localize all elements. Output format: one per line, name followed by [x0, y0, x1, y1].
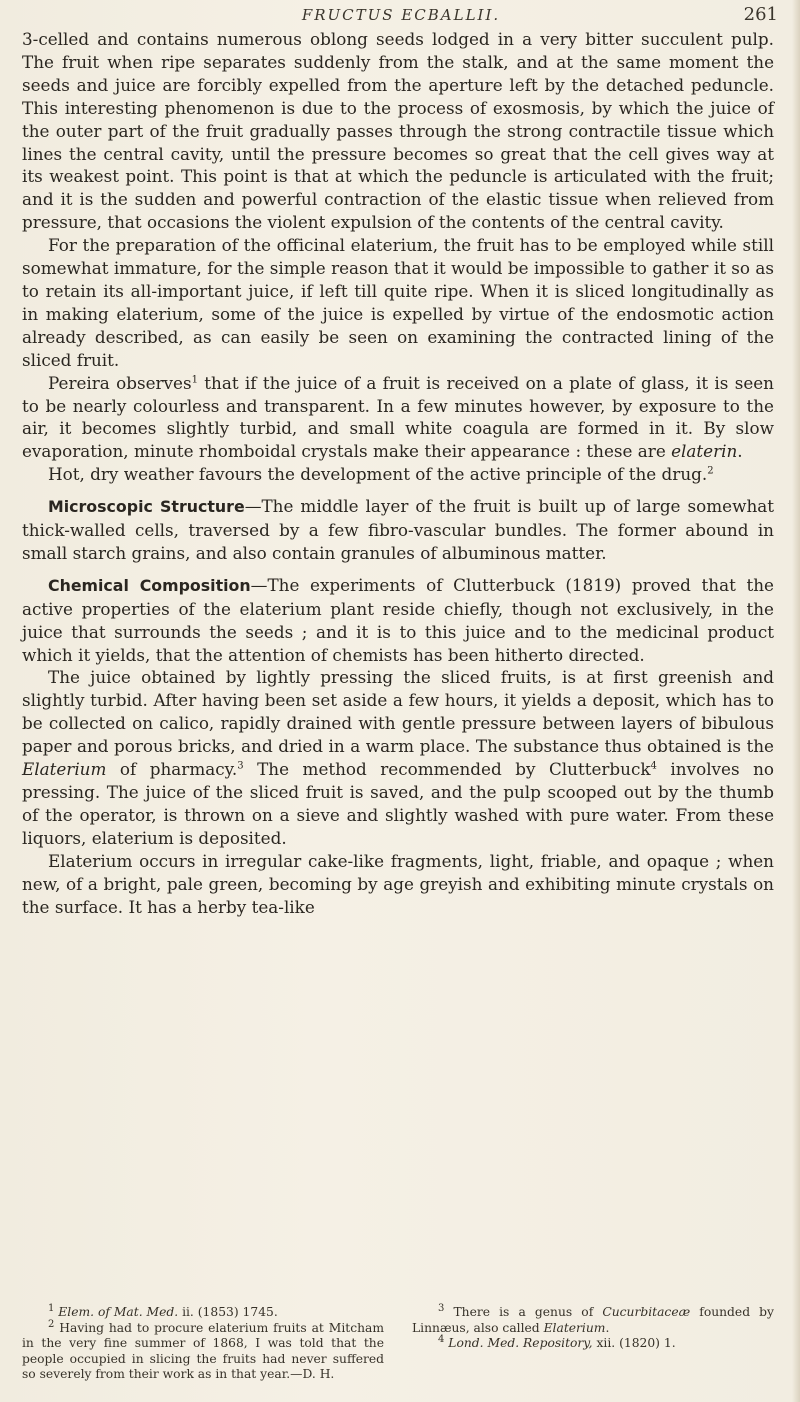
page-edge-shadow: [792, 0, 800, 1402]
section-heading-chemical: Chemical Composition: [48, 575, 251, 595]
paragraph-chemical-composition: Chemical Composition—The experiments of Clutterbuck (1819) proved that the active properties of the elaterium plant reside chiefly, though not exclusively, in the juice that surrounds the seeds ; and it is to this juice and to the medicinal product which it yields, that the attention of chemists has been hitherto directed.: [22, 574, 774, 665]
paragraph-fruit-description: 3-celled and contains numerous oblong seeds lodged in a very bitter succulent pulp. The fruit when ripe separates suddenly from the stalk, and at the same moment the seeds and juice are forcibly expelled from the aperture left by the detached peduncle. This interesting phenomenon is due to the process of exosmosis, by which the juice of the outer part of the fruit gradually passes through the strong contractile tissue which lines the central cavity, until the pressure becomes so great that the cell gives way at its weakest point. This point is that at which the peduncle is articulated with the fruit; and it is the sudden and powerful contraction of the elastic tissue when relieved from pressure, that occasions the violent expulsion of the contents of the central cavity.: [22, 29, 774, 233]
footnotes-right-column: [412, 1302, 774, 1383]
page-header: [20, 4, 782, 30]
paragraph-microscopic-structure: Microscopic Structure—The middle layer of the fruit is built up of large somewhat thick-walled cells, traversed by a few fibro-vascular bundles. The former abound in small starch grains, and also contain granules of albuminous matter.: [22, 496, 775, 563]
footnote-3: $^3$ There is a genus of Cucurbitaceæ founded by Linnæus, also called Elaterium.: [412, 1302, 774, 1335]
footnote-1: $^1$ Elem. of Mat. Med. ii. (1853) 1745.: [48, 1302, 278, 1319]
footnote-2: $^2$ Having had to procure elaterium fruits at Mitcham in the very fine summer of 1868, I was told that the people occupied in slicing the fruits had never suffered so severely from their work as in that year.—D. H.: [22, 1318, 384, 1382]
footnote-ref-3: 3: [237, 760, 244, 772]
footnote-ref-4: 4: [650, 760, 657, 772]
page-number: 261: [743, 4, 778, 25]
paragraph-pereira: Pereira observes$^1$ that if the juice of a fruit is received on a plate of glass, it is seen to be nearly colourless and transparent. In a few minutes however, by exposure to the air, it becomes slightly turbid, and small white coagula are formed in it. By slow evaporation, minute rhomboidal crystals make their appearance : these are elaterin.: [22, 372, 774, 462]
footnote-ref-1: 1: [191, 374, 198, 385]
footnotes-left-column: [22, 1302, 384, 1383]
paragraph-weather: Hot, dry weather favours the development of the active principle of the drug.$^2$: [48, 464, 714, 485]
footnote-ref-2: 2: [707, 465, 714, 477]
paragraph-officinal-preparation: For the preparation of the officinal elaterium, the fruit has to be employed while still somewhat immature, for the simple reason that it would be impossible to gather it so as to retain its all-important juice, if left till quite ripe. When it is sliced longitudinally as in making elaterium, some of the juice is expelled by virtue of the endosmotic action already described, as can easily be seen on examining the contracted lining of the sliced fruit.: [22, 235, 774, 370]
section-heading-microscopic: Microscopic Structure: [48, 497, 245, 517]
footnotes: [22, 1302, 774, 1383]
footnote-4: $^4$ Lond. Med. Repository, xii. (1820) 1.: [438, 1334, 676, 1351]
body-text: [22, 28, 774, 918]
paragraph-juice-deposit: The juice obtained by lightly pressing the sliced fruits, is at first greenish and slightly turbid. After having been set aside a few hours, it yields a deposit, which has to be collected on calico, rapidly drained with gentle pressure between layers of bibulous paper and porous bricks, and dried in a warm place. The substance thus obtained is the Elaterium of pharmacy.$^3$ The method recommended by Clutterbuck$^4$ involves no pressing. The juice of the sliced fruit is saved, and the pulp scooped out by the thumb of the operator, is thrown on a sieve and slightly washed with pure water. From these liquors, elaterium is deposited.: [22, 667, 774, 848]
paragraph-elaterium-appearance: Elaterium occurs in irregular cake-like fragments, light, friable, and opaque ; when new, of a bright, pale green, becoming by age greyish and exhibiting minute crystals on the surface. It has a herby tea-like: [22, 850, 774, 917]
running-title: FRUCTUS ECBALLII.: [301, 6, 501, 24]
